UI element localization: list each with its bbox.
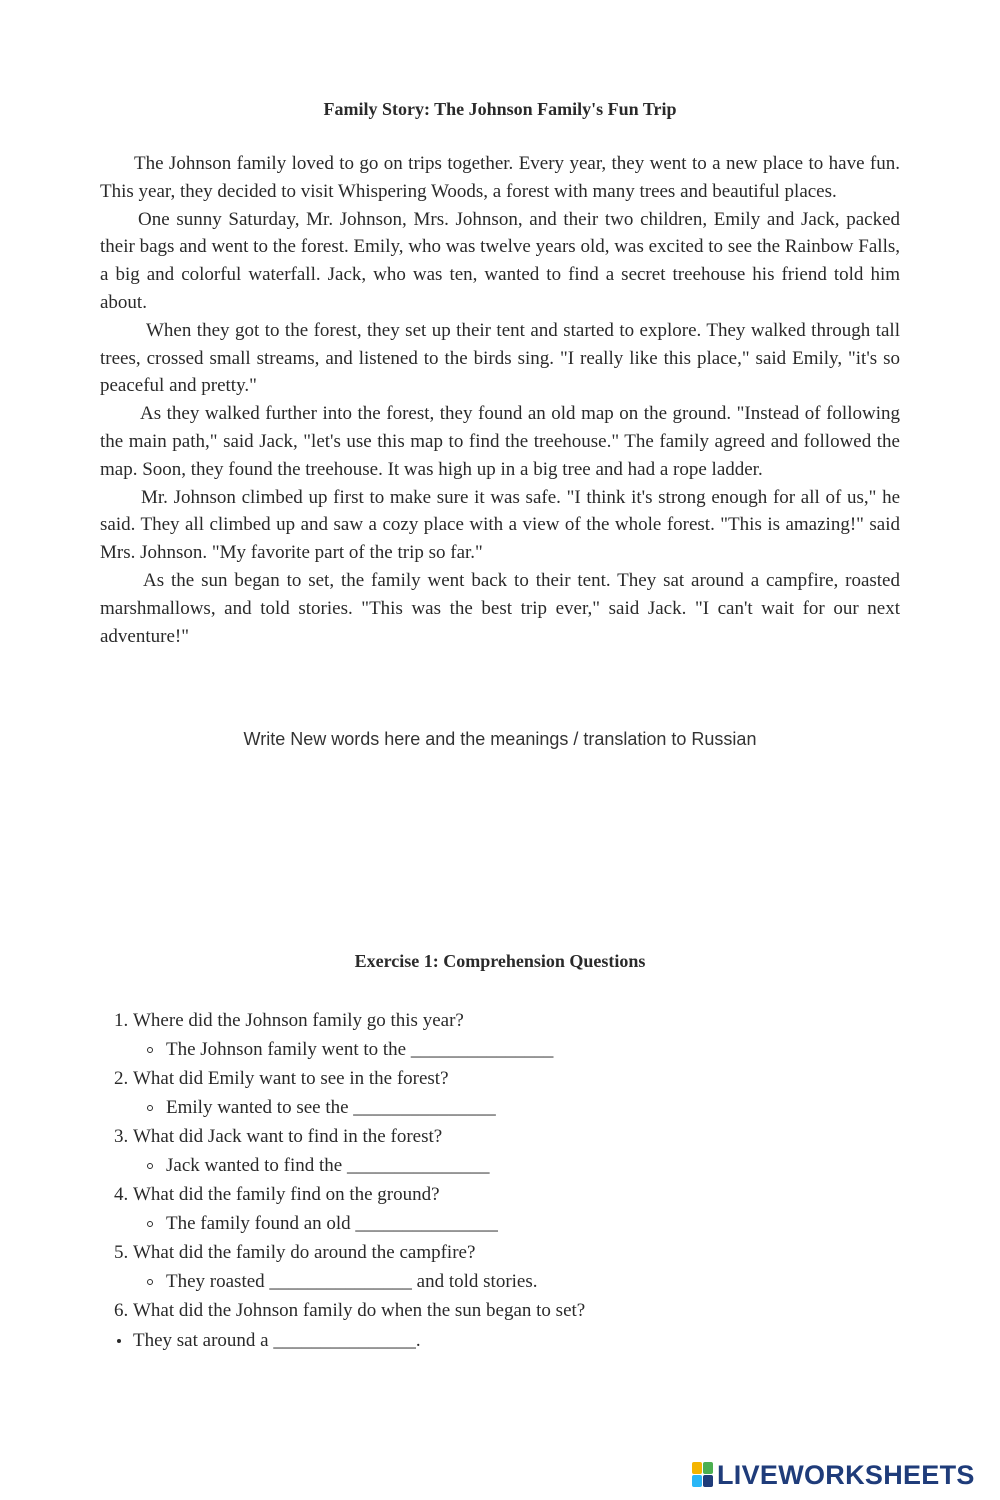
answer-prompt: They roasted _______________ and told stories. [166,1271,538,1292]
answer-6 [100,1326,900,1356]
exercise-title: Exercise 1: Comprehension Questions [354,951,646,971]
question-text: What did the Johnson family do when the sun began to set? [133,1300,586,1321]
circle-bullet-icon [147,1279,153,1285]
answer-prompt: The family found an old _______________ [166,1213,498,1234]
question-number: 5. [114,1242,129,1263]
bullet-icon [117,1339,121,1343]
circle-bullet-icon [147,1221,153,1227]
story-paragraph-3: When they got to the forest, they set up their tent and started to explore. They walked through tall trees, crossed small streams, and listened to the birds sing. "I really like this place," said Emily, "it's so peaceful and pretty." [100,319,900,397]
answer-prompt: They sat around a _______________. [133,1330,421,1351]
story-paragraph-1: The Johnson family loved to go on trips together. Every year, they went to a new place to have fun. This year, they decided to visit Whispering Woods, a forest with many trees and beautiful places. [100,153,900,202]
question-3 [100,1122,900,1151]
question-number: 3. [114,1126,129,1147]
answer-1 [100,1035,900,1064]
vocabulary-instruction: Write New words here and the meanings / translation to Russian [243,729,757,749]
story-paragraph-5: Mr. Johnson climbed up first to make sure it was safe. "I think it's strong enough for all of us," he said. They all climbed up and saw a cozy place with a view of the whole forest. "This is amazing!" said Mrs. Johnson. "My favorite part of the trip so far." [100,486,900,564]
question-text: What did the family do around the campfire? [133,1242,476,1263]
circle-bullet-icon [147,1163,153,1169]
question-4 [100,1180,900,1209]
question-2 [100,1064,900,1093]
answer-prompt: Jack wanted to find the _______________ [166,1155,490,1176]
story-body [100,150,900,650]
question-number: 2. [114,1068,129,1089]
liveworksheets-logo [692,1458,975,1492]
answer-4 [100,1209,900,1238]
question-1 [100,1006,900,1035]
question-number: 6. [114,1300,129,1321]
story-title: Family Story: The Johnson Family's Fun Trip [323,99,677,119]
answer-prompt: The Johnson family went to the _______________ [166,1039,554,1060]
question-5 [100,1238,900,1267]
liveworksheets-logo-icon [692,1462,714,1488]
answer-2 [100,1093,900,1122]
circle-bullet-icon [147,1105,153,1111]
question-text: What did Emily want to see in the forest? [133,1068,449,1089]
story-paragraph-2: One sunny Saturday, Mr. Johnson, Mrs. Johnson, and their two children, Emily and Jack, packed their bags and went to the forest. Emily, who was twelve years old, was excited to see the Rainbow Falls, a big and colorful waterfall. Jack, who was ten, wanted to find a secret treehouse his friend told him about. [100,208,900,313]
question-text: Where did the Johnson family go this year? [133,1010,464,1031]
question-text: What did Jack want to find in the forest? [133,1126,443,1147]
question-number: 4. [114,1184,129,1205]
question-list [100,1006,900,1356]
question-number: 1. [114,1010,129,1031]
story-paragraph-6: As the sun began to set, the family went back to their tent. They sat around a campfire, roasted marshmallows, and told stories. "This was the best trip ever," said Jack. "I can't wait for our next adventure!" [100,569,900,647]
answer-3 [100,1151,900,1180]
question-text: What did the family find on the ground? [133,1184,440,1205]
answer-prompt: Emily wanted to see the _______________ [166,1097,496,1118]
story-paragraph-4: As they walked further into the forest, they found an old map on the ground. "Instead of following the main path," said Jack, "let's use this map to find the treehouse." The family agreed and followed the map. Soon, they found the treehouse. It was high up in a big tree and had a rope ladder. [100,403,900,480]
answer-5 [100,1267,900,1296]
logo-text: LIVEWORKSHEETS [717,1459,975,1490]
circle-bullet-icon [147,1047,153,1053]
question-6 [100,1296,900,1325]
